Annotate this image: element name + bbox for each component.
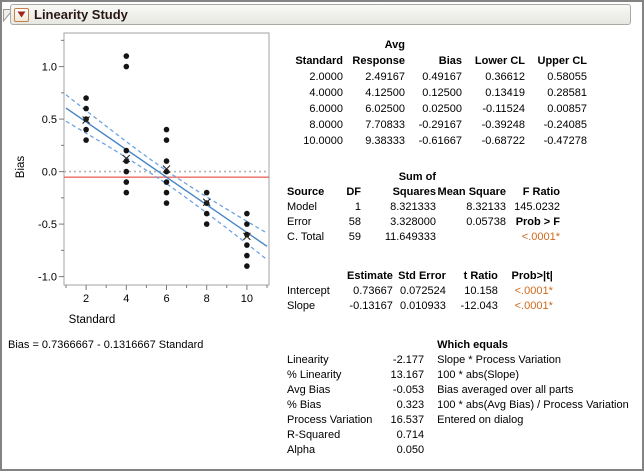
table-cell: 0.05738 bbox=[466, 216, 506, 228]
x-axis-tick-label: 4 bbox=[123, 293, 130, 305]
red-triangle-menu-button[interactable] bbox=[14, 8, 29, 22]
data-point bbox=[83, 95, 89, 101]
y-axis-tick-label: 0.5 bbox=[41, 114, 57, 127]
table-row bbox=[287, 383, 642, 398]
data-point bbox=[204, 190, 210, 196]
data-point bbox=[124, 53, 130, 59]
column-header: Bias bbox=[438, 55, 462, 67]
column-header: Mean Square bbox=[437, 186, 506, 198]
table-cell: 4.12500 bbox=[365, 87, 405, 99]
avg-bias-table bbox=[287, 37, 587, 149]
data-point bbox=[204, 221, 210, 227]
table-cell: 1 bbox=[354, 201, 361, 213]
data-point bbox=[244, 263, 250, 269]
column-header: Squares bbox=[392, 186, 436, 198]
data-point bbox=[244, 253, 250, 259]
column-header bbox=[345, 170, 361, 185]
column-header: Estimate bbox=[347, 270, 393, 282]
table-row bbox=[287, 69, 587, 85]
table-cell: 100 * abs(Avg Bias) / Process Variation bbox=[437, 399, 629, 411]
table-cell: R-Squared bbox=[287, 429, 341, 441]
data-point bbox=[244, 221, 250, 227]
outline-header bbox=[10, 4, 631, 25]
column-header: Upper CL bbox=[537, 55, 587, 67]
table-cell: <.0001* bbox=[521, 231, 560, 243]
table-header-row bbox=[287, 53, 587, 69]
table-cell: -0.47278 bbox=[543, 135, 587, 147]
table-cell: 0.323 bbox=[396, 399, 425, 411]
data-point bbox=[83, 116, 89, 122]
table-row bbox=[287, 133, 587, 149]
column-header: Which equals bbox=[437, 339, 509, 351]
data-point bbox=[164, 127, 170, 133]
table-cell: -0.11524 bbox=[482, 103, 525, 115]
table-cell: Model bbox=[287, 201, 317, 213]
table-cell: 100 * abs(Slope) bbox=[437, 369, 520, 381]
x-axis-tick-label: 10 bbox=[240, 293, 254, 305]
column-header bbox=[287, 170, 345, 185]
column-header bbox=[287, 37, 343, 53]
table-cell: 0.714 bbox=[396, 429, 425, 441]
data-point bbox=[164, 137, 170, 143]
column-header bbox=[506, 170, 560, 185]
data-point bbox=[124, 190, 130, 196]
table-cell: C. Total bbox=[287, 231, 325, 243]
table-cell: 9.38333 bbox=[365, 135, 405, 147]
table-cell: -0.39248 bbox=[481, 119, 525, 131]
table-cell: Slope * Process Variation bbox=[437, 354, 562, 366]
table-cell: 16.537 bbox=[390, 414, 425, 426]
estimates-table bbox=[287, 269, 553, 314]
data-point bbox=[244, 211, 250, 217]
table-cell: 3.328000 bbox=[390, 216, 436, 228]
table-cell: 8.321333 bbox=[390, 201, 436, 213]
table-cell: -2.177 bbox=[392, 354, 425, 366]
table-cell: 7.70833 bbox=[365, 119, 405, 131]
table-row bbox=[287, 200, 560, 215]
table-cell: 58 bbox=[348, 216, 361, 228]
table-cell: 59 bbox=[348, 231, 361, 243]
table-header-row bbox=[287, 338, 642, 353]
table-row bbox=[287, 299, 553, 314]
table-header-row bbox=[287, 269, 553, 284]
x-axis-title: Standard bbox=[68, 314, 116, 326]
table-cell: 6.0000 bbox=[309, 103, 343, 115]
table-cell: Process Variation bbox=[287, 414, 373, 426]
column-header: Avg bbox=[384, 39, 405, 51]
table-cell: Error bbox=[287, 216, 312, 228]
table-row bbox=[287, 101, 587, 117]
table-row bbox=[287, 398, 642, 413]
table-cell: Entered on dialog bbox=[437, 414, 524, 426]
data-point bbox=[124, 64, 130, 70]
table-row bbox=[287, 443, 642, 458]
table-cell: -12.043 bbox=[460, 300, 498, 312]
column-header: Prob>|t| bbox=[511, 270, 553, 282]
table-cell bbox=[424, 443, 642, 458]
column-header bbox=[436, 170, 506, 185]
table-cell: 10.158 bbox=[464, 285, 498, 297]
column-header: F Ratio bbox=[522, 186, 560, 198]
y-axis-title: Bias bbox=[15, 155, 27, 179]
table-cell: 0.02500 bbox=[422, 103, 462, 115]
table-header-row bbox=[287, 37, 587, 53]
table-cell: -0.24085 bbox=[543, 119, 587, 131]
table-cell bbox=[436, 230, 506, 245]
anova-table bbox=[287, 170, 560, 245]
table-cell bbox=[424, 428, 642, 443]
table-cell: 0.28581 bbox=[547, 87, 587, 99]
data-point bbox=[204, 200, 210, 206]
y-axis-tick-label: -1.0 bbox=[38, 271, 57, 284]
table-cell: Slope bbox=[287, 300, 316, 312]
data-point bbox=[124, 179, 130, 185]
column-header: Response bbox=[352, 55, 405, 67]
table-cell: % Bias bbox=[287, 399, 322, 411]
table-cell: 4.0000 bbox=[309, 87, 343, 99]
data-point bbox=[124, 169, 130, 175]
table-cell: 0.49167 bbox=[422, 71, 462, 83]
column-header: DF bbox=[346, 186, 361, 198]
page-title: Linearity Study bbox=[34, 7, 128, 22]
table-cell: 11.649333 bbox=[384, 231, 436, 243]
table-cell: Prob > F bbox=[515, 216, 560, 228]
column-header bbox=[525, 37, 587, 53]
data-point bbox=[124, 148, 130, 154]
table-header-row bbox=[287, 170, 560, 185]
column-header bbox=[287, 269, 347, 284]
fit-equation: Bias = 0.7366667 - 0.1316667 Standard bbox=[8, 339, 204, 351]
table-cell: 10.0000 bbox=[303, 135, 343, 147]
table-cell: 8.32133 bbox=[466, 201, 506, 213]
table-row bbox=[287, 353, 642, 368]
table-row bbox=[287, 413, 642, 428]
data-point bbox=[164, 200, 170, 206]
column-header: Sum of bbox=[398, 171, 436, 183]
x-axis-tick-label: 8 bbox=[203, 293, 210, 305]
bias-vs-standard-plot bbox=[2, 28, 282, 336]
table-cell: 0.12500 bbox=[422, 87, 462, 99]
table-header-row bbox=[287, 185, 560, 200]
table-cell: 0.13419 bbox=[485, 87, 525, 99]
table-row bbox=[287, 428, 642, 443]
column-header: Standard bbox=[295, 55, 343, 67]
column-header: t Ratio bbox=[463, 270, 498, 282]
table-cell: % Linearity bbox=[287, 369, 342, 381]
table-cell: 2.49167 bbox=[365, 71, 405, 83]
table-row bbox=[287, 230, 560, 245]
table-cell: 6.02500 bbox=[365, 103, 405, 115]
column-header: Lower CL bbox=[474, 55, 525, 67]
table-row bbox=[287, 117, 587, 133]
table-cell: -0.29167 bbox=[418, 119, 462, 131]
table-cell: 2.0000 bbox=[309, 71, 343, 83]
data-point bbox=[83, 127, 89, 133]
table-cell: -0.68722 bbox=[481, 135, 525, 147]
data-point bbox=[244, 242, 250, 248]
table-cell: 0.010933 bbox=[399, 300, 446, 312]
table-row bbox=[287, 85, 587, 101]
y-axis-tick-label: 0.0 bbox=[41, 166, 57, 179]
y-axis-tick-label: 1.0 bbox=[41, 61, 57, 74]
table-row bbox=[287, 368, 642, 383]
column-header bbox=[462, 37, 525, 53]
table-cell: 8.0000 bbox=[309, 119, 343, 131]
table-row bbox=[287, 215, 560, 230]
column-header bbox=[388, 338, 424, 353]
table-cell: 0.73667 bbox=[353, 285, 393, 297]
linearity-metrics-table bbox=[287, 338, 642, 458]
x-axis-tick-label: 6 bbox=[163, 293, 170, 305]
table-cell: 0.072524 bbox=[399, 285, 446, 297]
red-triangle-icon bbox=[17, 11, 26, 18]
data-point bbox=[164, 190, 170, 196]
table-cell: Avg Bias bbox=[287, 384, 331, 396]
table-cell: 0.050 bbox=[396, 444, 425, 456]
table-cell: <.0001* bbox=[514, 300, 553, 312]
table-cell: <.0001* bbox=[514, 285, 553, 297]
column-header bbox=[287, 338, 388, 353]
data-point bbox=[204, 211, 210, 217]
table-cell: -0.053 bbox=[392, 384, 425, 396]
table-cell: Bias averaged over all parts bbox=[437, 384, 574, 396]
table-cell: Intercept bbox=[287, 285, 330, 297]
table-row bbox=[287, 284, 553, 299]
column-header bbox=[405, 37, 462, 53]
data-point bbox=[83, 106, 89, 112]
data-point bbox=[164, 158, 170, 164]
table-cell: -0.61667 bbox=[418, 135, 462, 147]
column-header: Source bbox=[287, 186, 325, 198]
y-axis-tick-label: -0.5 bbox=[38, 219, 57, 232]
column-header: Std Error bbox=[398, 270, 446, 282]
table-cell: -0.13167 bbox=[349, 300, 393, 312]
table-cell: 0.58055 bbox=[547, 71, 587, 83]
table-cell: 13.167 bbox=[390, 369, 425, 381]
table-cell: 0.00857 bbox=[547, 103, 587, 115]
data-point bbox=[164, 179, 170, 185]
table-cell: 0.36612 bbox=[485, 71, 525, 83]
table-cell: 145.0232 bbox=[514, 201, 560, 213]
table-cell: Alpha bbox=[287, 444, 316, 456]
table-cell: Linearity bbox=[287, 354, 329, 366]
data-point bbox=[83, 137, 89, 143]
x-axis-tick-label: 2 bbox=[83, 293, 90, 305]
